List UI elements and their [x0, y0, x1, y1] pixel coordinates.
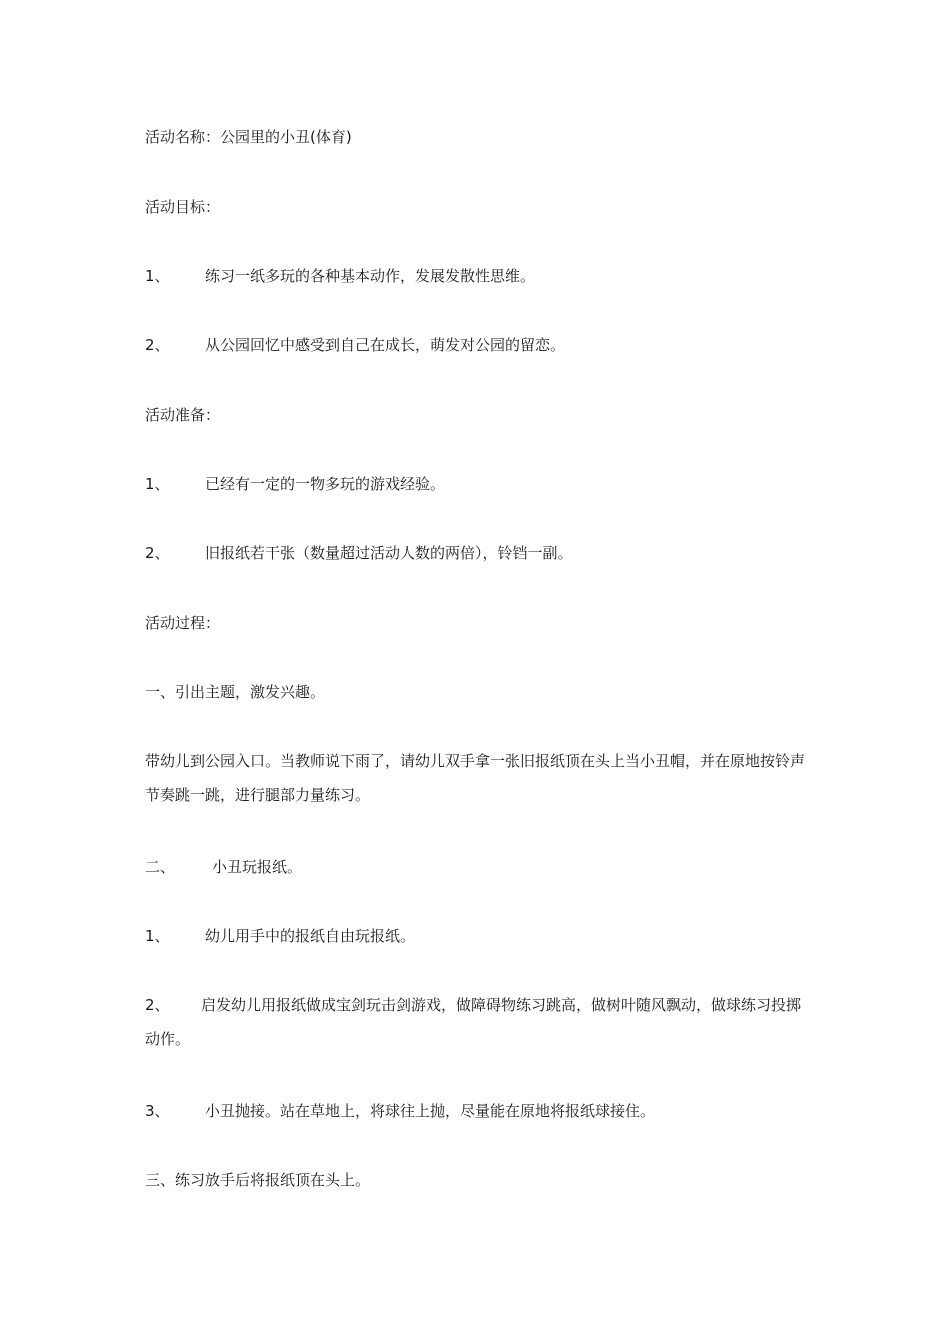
goal-number: 2、 — [145, 336, 170, 354]
prep-number: 2、 — [145, 544, 170, 562]
step2-item-text: 启发幼儿用报纸做成宝剑玩击剑游戏，做障碍物练习跳高，做树叶随风飘动，做球练习投掷动作。 — [145, 996, 802, 1048]
step2-heading — [145, 850, 815, 884]
step1-heading: 一、引出主题，激发兴趣。 — [145, 683, 326, 701]
process-heading: 活动过程： — [145, 614, 221, 632]
goal-text: 从公园回忆中感受到自己在成长，萌发对公园的留恋。 — [205, 336, 566, 354]
activity-title: 活动名称：公园里的小丑(体育) — [145, 128, 352, 146]
step2-item-number: 1、 — [145, 927, 170, 945]
step2-item-text: 幼儿用手中的报纸自由玩报纸。 — [205, 927, 416, 945]
prep-text: 旧报纸若干张（数量超过活动人数的两倍），铃铛一副。 — [205, 544, 573, 562]
prep-text: 已经有一定的一物多玩的游戏经验。 — [205, 475, 446, 493]
step2-item-number: 2、 — [145, 996, 170, 1014]
prep-heading: 活动准备： — [145, 406, 221, 424]
prep-item — [145, 467, 815, 501]
goal-item — [145, 328, 815, 362]
step2-item — [145, 1094, 815, 1128]
goal-item — [145, 259, 815, 293]
step2-item — [145, 988, 813, 1056]
goal-text: 练习一纸多玩的各种基本动作，发展发散性思维。 — [205, 267, 536, 285]
goal-number: 1、 — [145, 267, 170, 285]
step2-number: 二、 — [145, 858, 176, 876]
step1-paragraph: 带幼儿到公园入口。当教师说下雨了，请幼儿双手拿一张旧报纸顶在头上当小丑帽，并在原地按铃声节奏跳一跳，进行腿部力量练习。 — [145, 752, 806, 804]
prep-item — [145, 536, 815, 570]
step2-title: 小丑玩报纸。 — [212, 858, 303, 876]
prep-number: 1、 — [145, 475, 170, 493]
step2-item-number: 3、 — [145, 1102, 170, 1120]
step3-heading: 三、练习放手后将报纸顶在头上。 — [145, 1171, 371, 1189]
step2-item-text: 小丑抛接。站在草地上，将球往上抛，尽量能在原地将报纸球接住。 — [205, 1102, 656, 1120]
goals-heading: 活动目标： — [145, 198, 221, 216]
step2-item — [145, 919, 815, 953]
